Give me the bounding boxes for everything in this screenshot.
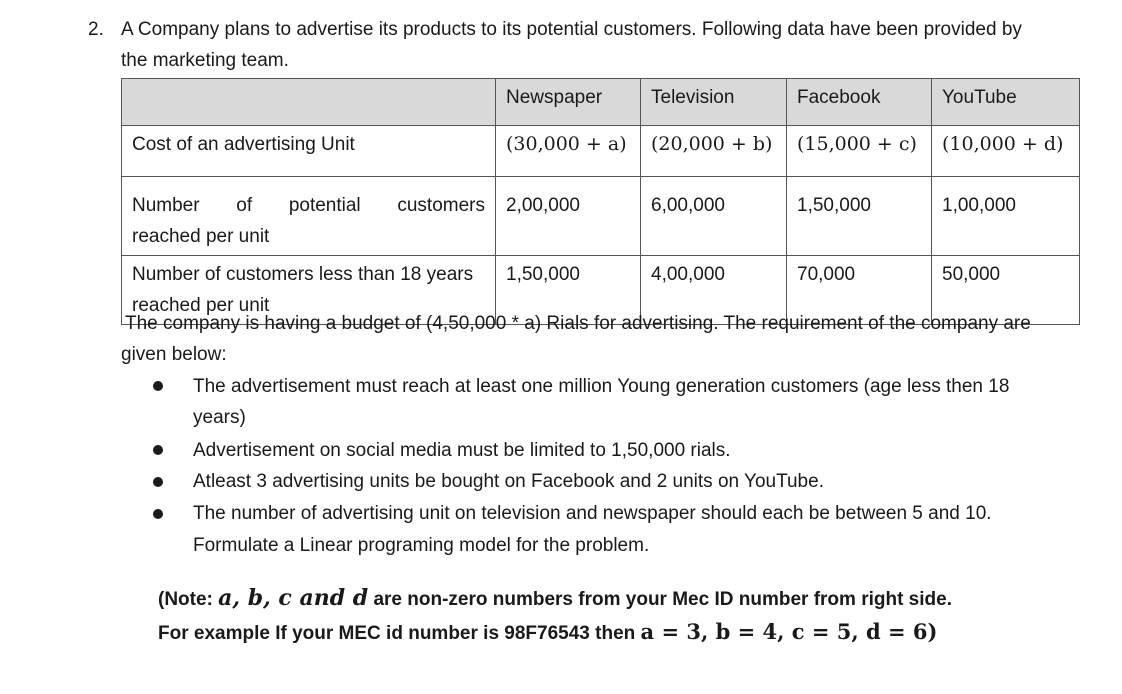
note-example-prefix: For example If your MEC id number is 98F76543 then <box>158 623 641 644</box>
table-header-cell <box>122 79 496 126</box>
requirement-line: The number of advertising unit on television and newspaper should each be between 5 and 10. <box>193 503 992 524</box>
question-number: 2. <box>88 19 104 40</box>
row-label-line: Number of potential customers <box>132 195 485 216</box>
requirement-line: Formulate a Linear programing model for the problem. <box>193 535 650 556</box>
table-row <box>122 177 1080 256</box>
requirement-line: Atleast 3 advertising units be bought on Facebook and 2 units on YouTube. <box>193 471 824 492</box>
table-cell: 70,000 <box>787 256 932 325</box>
row-label-line: reached per unit <box>132 295 270 316</box>
bullet-icon <box>153 445 163 455</box>
bullet-icon <box>153 381 163 391</box>
table-cell: 1,00,000 <box>932 177 1080 256</box>
table-cell: 2,00,000 <box>496 177 641 256</box>
table-header-cell: Newspaper <box>496 79 641 126</box>
note-example-math: a = 3, b = 4, c = 5, d = 6) <box>640 619 938 644</box>
advertising-data-table <box>121 78 1080 325</box>
bullet-icon <box>153 509 163 519</box>
table-cell: 1,50,000 <box>496 256 641 325</box>
table-cell: 1,50,000 <box>787 177 932 256</box>
note-variables: a, b, c and d <box>218 585 369 611</box>
note-line-1 <box>158 586 952 612</box>
table-header-cell: Television <box>641 79 787 126</box>
bullet-icon <box>153 477 163 487</box>
table-cell: 4,00,000 <box>641 256 787 325</box>
table-header-cell: Facebook <box>787 79 932 126</box>
table-header-cell: YouTube <box>932 79 1080 126</box>
requirement-line: The advertisement must reach at least one million Young generation customers (age less then 18 <box>193 376 1010 397</box>
question-intro-line-2: the marketing team. <box>121 50 289 71</box>
table-cell: (30,000 + a) <box>496 126 641 177</box>
note-line-2 <box>158 620 937 646</box>
requirement-line: years) <box>193 407 246 428</box>
row-label <box>122 177 496 256</box>
table-cell: (15,000 + c) <box>787 126 932 177</box>
row-label-line: Number of customers less than 18 years <box>132 264 474 285</box>
note-prefix: (Note: <box>158 589 219 610</box>
question-intro-line-1: A Company plans to advertise its products to its potential customers. Following data have been provided by <box>121 19 1022 40</box>
table-cell: (20,000 + b) <box>641 126 787 177</box>
table-header-row <box>122 79 1080 126</box>
table-cell: 6,00,000 <box>641 177 787 256</box>
given-below-text: given below: <box>121 344 227 365</box>
budget-text: The company is having a budget of (4,50,000 * a) Rials for advertising. The requirement of the company are <box>125 313 1031 334</box>
row-label-line: Cost of an advertising Unit <box>132 134 355 155</box>
row-label-line: reached per unit <box>132 226 270 247</box>
table-row <box>122 126 1080 177</box>
row-label <box>122 126 496 177</box>
table-cell: (10,000 + d) <box>932 126 1080 177</box>
requirement-line: Advertisement on social media must be limited to 1,50,000 rials. <box>193 440 731 461</box>
note-suffix: are non-zero numbers from your Mec ID number from right side. <box>368 589 952 610</box>
table-cell: 50,000 <box>932 256 1080 325</box>
